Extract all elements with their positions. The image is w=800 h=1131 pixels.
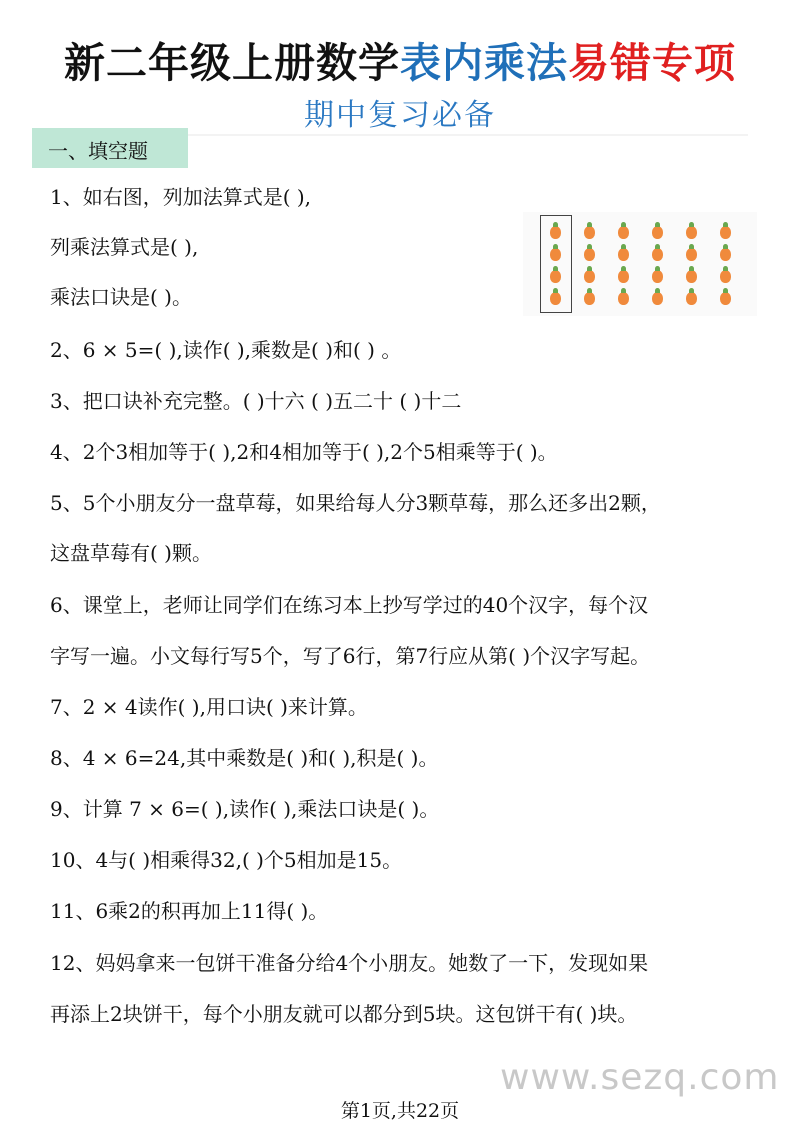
carrot-icon (720, 270, 731, 283)
section-divider (188, 134, 748, 136)
carrot-icon (584, 226, 595, 239)
question-1-line-2: 列乘法算式是( ), (50, 235, 199, 259)
carrot-icon (686, 292, 697, 305)
question-1-line-3: 乘法口诀是( )。 (50, 285, 192, 309)
title-part-type: 易错专项 (568, 39, 736, 87)
question-10: 10、4与( )相乘得32,( )个5相加是15。 (50, 848, 403, 872)
carrot-icon (618, 226, 629, 239)
title-part-topic: 表内乘法 (400, 39, 568, 87)
page-title (0, 30, 800, 89)
carrot-icon (550, 270, 561, 283)
carrot-icon (550, 226, 561, 239)
carrot-icon (652, 248, 663, 261)
question-5-line-1: 5、5个小朋友分一盘草莓，如果给每人分3颗草莓，那么还多出2颗， (50, 491, 661, 515)
question-12-line-1: 12、妈妈拿来一包饼干准备分给4个小朋友。她数了一下，发现如果 (50, 951, 649, 975)
carrot-icon (686, 270, 697, 283)
question-8: 8、4 × 6=24,其中乘数是( )和( ),积是( )。 (50, 746, 439, 770)
carrot-icon (584, 292, 595, 305)
question-6-line-1: 6、课堂上，老师让同学们在练习本上抄写学过的40个汉字，每个汉 (50, 593, 649, 617)
carrot-icon (720, 248, 731, 261)
question-5-line-2: 这盘草莓有( )颗。 (50, 541, 212, 565)
carrot-icon (618, 248, 629, 261)
carrot-icon (550, 292, 561, 305)
question-2: 2、6 × 5=( ),读作( ),乘数是( )和( ) 。 (50, 338, 402, 362)
carrot-icon (720, 292, 731, 305)
carrot-icon (584, 270, 595, 283)
carrot-icon (618, 292, 629, 305)
carrot-array-figure (523, 212, 757, 316)
question-11: 11、6乘2的积再加上11得( )。 (50, 899, 329, 923)
title-part-grade: 新二年级上册数学 (64, 39, 400, 87)
question-3: 3、把口诀补充完整。( )十六 ( )五二十 ( )十二 (50, 389, 462, 413)
watermark: www.sezq.com (500, 1057, 780, 1098)
question-12-line-2: 再添上2块饼干，每个小朋友就可以都分到5块。这包饼干有( )块。 (50, 1002, 638, 1026)
carrot-icon (652, 292, 663, 305)
carrot-icon (550, 248, 561, 261)
carrot-icon (652, 270, 663, 283)
question-7: 7、2 × 4读作( ),用口诀( )来计算。 (50, 695, 368, 719)
carrot-icon (618, 270, 629, 283)
page-number: 第1页,共22页 (340, 1100, 460, 1122)
question-1-line-1: 1、如右图，列加法算式是( ), (50, 185, 312, 209)
carrot-icon (652, 226, 663, 239)
page-subtitle: 期中复习必备 (304, 98, 496, 133)
carrot-icon (584, 248, 595, 261)
question-6-line-2: 字写一遍。小文每行写5个，写了6行，第7行应从第( )个汉字写起。 (50, 644, 651, 668)
section-heading-label: 一、填空题 (48, 139, 148, 163)
section-heading (32, 128, 188, 168)
carrot-icon (686, 248, 697, 261)
carrot-icon (686, 226, 697, 239)
question-4: 4、2个3相加等于( ),2和4相加等于( ),2个5相乘等于( )。 (50, 440, 558, 464)
question-9: 9、计算 7 × 6=( ),读作( ),乘法口诀是( )。 (50, 797, 440, 821)
carrot-icon (720, 226, 731, 239)
